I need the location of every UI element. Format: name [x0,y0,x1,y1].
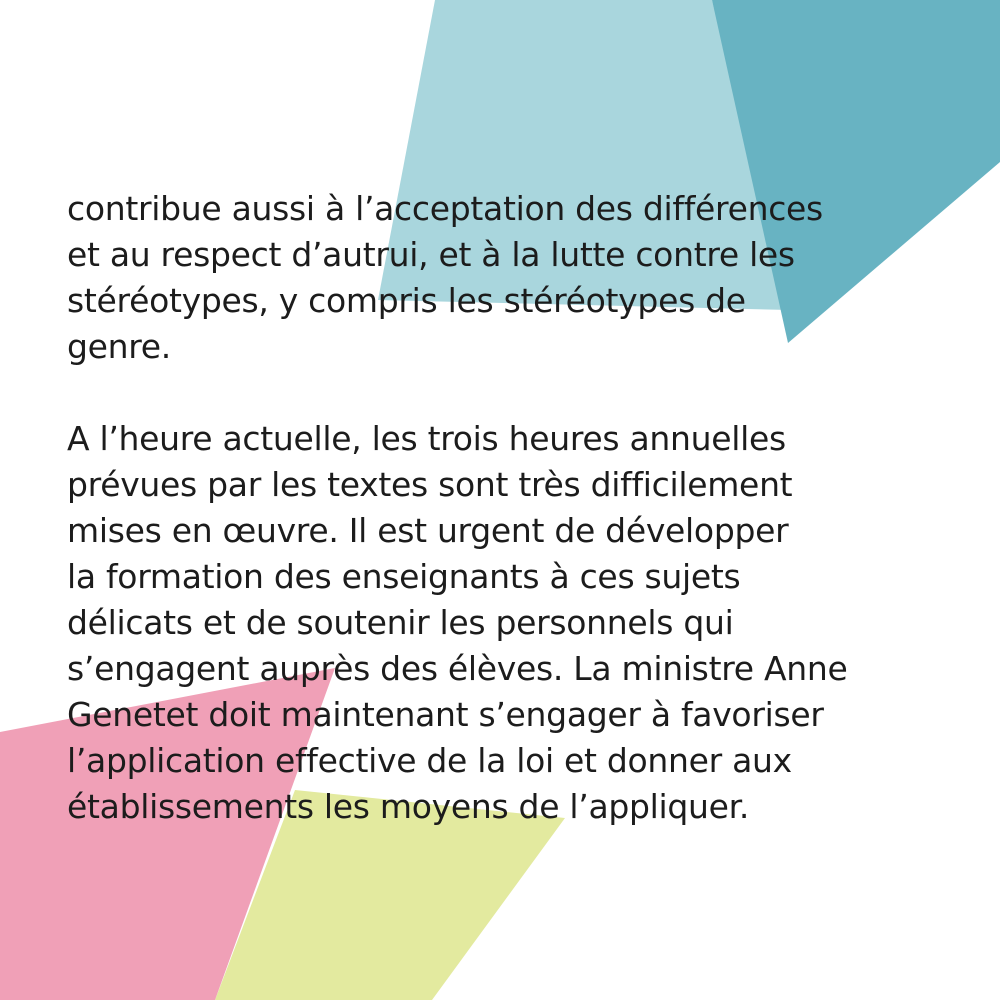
text-line: délicats et de soutenir les personnels qui [67,603,734,642]
text-line: mises en œuvre. Il est urgent de développer [67,511,789,550]
text-line: la formation des enseignants à ces sujets [67,557,741,596]
text-line: prévues par les textes sont très difficilement [67,465,793,504]
text-line: stéréotypes, y compris les stéréotypes de [67,281,746,320]
text-line: l’application effective de la loi et donner aux [67,741,792,780]
text-line: s’engagent auprès des élèves. La ministre Anne [67,649,848,688]
text-line: établissements les moyens de l’appliquer. [67,787,750,826]
text-line: et au respect d’autrui, et à la lutte contre les [67,235,795,274]
text-line: genre. [67,327,171,366]
paragraph-1 [67,186,947,370]
text-line: Genetet doit maintenant s’engager à favoriser [67,695,824,734]
body-text [67,186,947,830]
text-line: A l’heure actuelle, les trois heures annuelles [67,419,786,458]
text-line: contribue aussi à l’acceptation des différences [67,189,823,228]
paragraph-2 [67,416,947,830]
